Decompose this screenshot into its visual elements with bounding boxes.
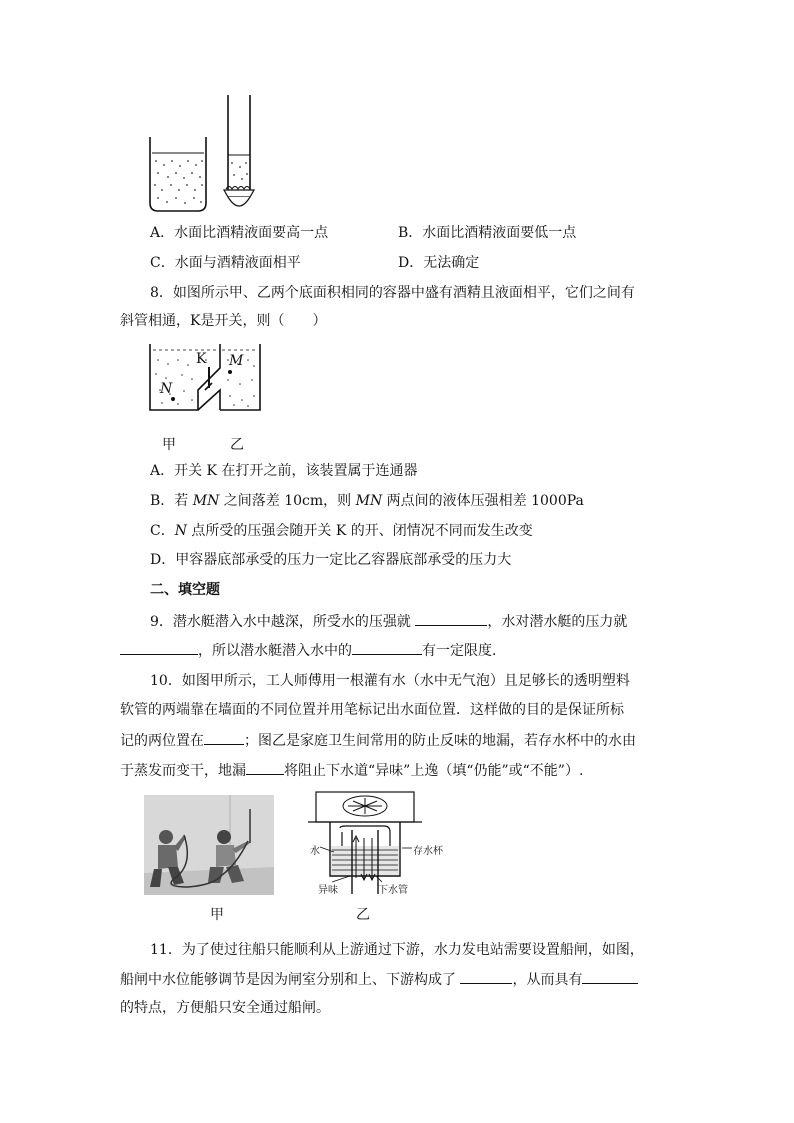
q8-label-k: K [196,351,207,367]
q7-option-a: A．水面比酒精液面要高一点 [150,225,329,241]
q8-option-b: B．若 MN 之间落差 10cm，则 MN 两点间的液体压强相差 1000Pa [150,493,584,509]
q11-blank-1[interactable] [460,969,512,984]
q8-label-m: M [229,353,244,369]
q8-stem-line2: 斜管相通，K是开关，则（ ） [120,313,327,329]
q9-line2: ，所以潜水艇潜入水中的 有一定限度． [120,640,506,661]
q10-line2: 软管的两端靠在墙面的不同位置并用笔标记出水面位置．这样做的目的是保证所标 [120,702,624,718]
q9-blank-2[interactable] [120,640,198,655]
q9-blank-3[interactable] [352,640,422,655]
q8-option-c: C．N 点所受的压强会随开关 K 的开、闭情况不同而发生改变 [150,523,533,539]
q8-option-a: A．开关 K 在打开之前，该装置属于连通器 [150,463,418,479]
q8-caption-yi: 乙 [230,437,244,453]
q10-caption-jia: 甲 [210,907,224,923]
q10-label-water: 水 [310,846,320,857]
q8-label-n: N [160,381,173,397]
q7-option-d: D．无法确定 [398,255,480,271]
tube [224,95,254,206]
q10-label-pipe: 下水管 [378,885,408,896]
q10-line3: 记的两位置在 ；图乙是家庭卫生间常用的防止反味的地漏，若存水杯中的水由 [120,730,636,751]
q10-blank-1[interactable] [204,730,244,745]
q7-option-c: C．水面与酒精液面相平 [150,255,301,271]
q10-blank-2[interactable] [246,760,284,775]
q7-figure [140,95,270,220]
q11-line1: 11．为了使过往船只能顺利从上游通过下游，水力发电站需要设置船闸，如图， [150,942,644,958]
q7-option-b: B．水面比酒精液面要低一点 [398,225,577,241]
q9-line1: 9．潜水艇潜入水中越深，所受水的压强就 ，水对潜水艇的压力就 [150,611,627,632]
q10-label-smell: 异味 [318,885,338,896]
q8-option-d: D．甲容器底部承受的压力一定比乙容器底部承受的压力大 [150,552,512,568]
beaker [150,137,206,211]
q11-line3: 的特点，方便船只安全通过船闸。 [120,1000,330,1016]
q11-line2: 船闸中水位能够调节是因为闸室分别和上、下游构成了 ，从而具有 [120,969,638,990]
q10-caption-yi: 乙 [356,907,370,923]
section-title: 二、填空题 [150,582,220,598]
q8-caption-jia: 甲 [162,437,176,453]
q9-blank-1[interactable] [415,611,487,626]
q10-label-cup: 存水杯 [413,846,443,857]
q10-line1: 10．如图甲所示，工人师傅用一根灌有水（水中无气泡）且足够长的透明塑料 [150,673,630,689]
q11-blank-2[interactable] [582,969,638,984]
q8-stem-line1: 8．如图所示甲、乙两个底面积相同的容器中盛有酒精且液面相平，它们之间有 [150,285,635,301]
q10-line4: 于蒸发而变干，地漏 将阻止下水道“异味”上逸（填“仍能”或“不能”）. [120,760,583,781]
q10-figure-jia [144,795,274,895]
